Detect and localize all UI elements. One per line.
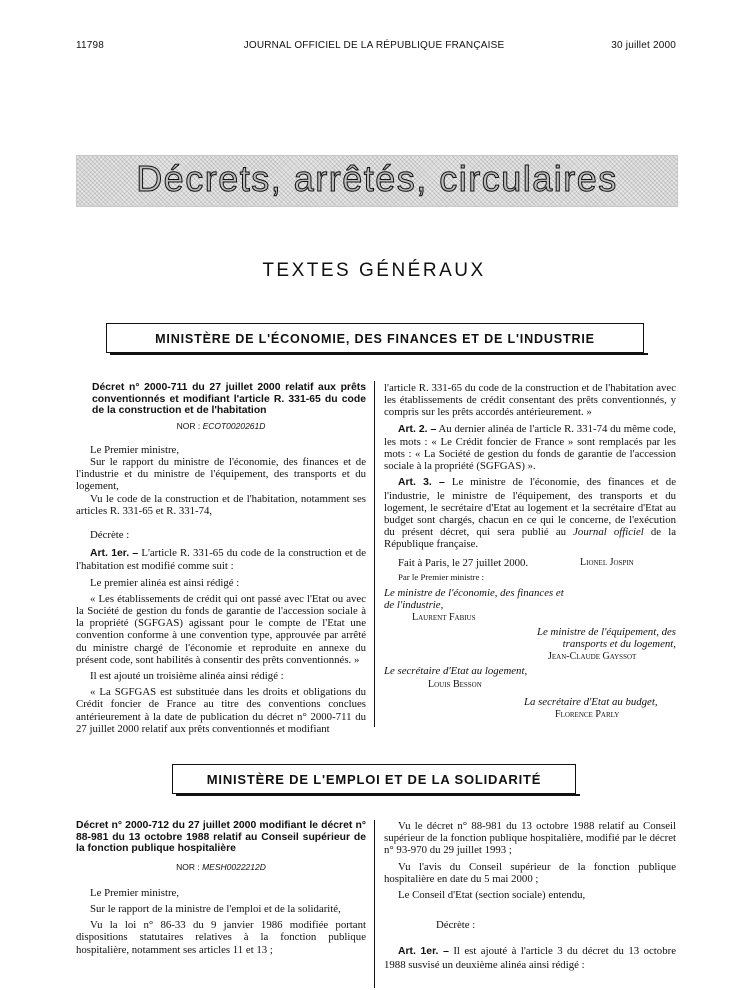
paragraph: Le Premier ministre, xyxy=(90,443,180,456)
decree2-left-column xyxy=(76,820,366,956)
paragraph: « Les établissements de crédit qui ont passé avec l'Etat ou avec la Société de gestion du fonds de garantie de l'accession sociale à la propriété (SGFGAS) agissant pour le compte de l'Etat une convention conforme à une convention type, approuvée par arrêté du ministre chargé de l'économie et reproduite en annexe du présent code, sont habilités à consentir des prêts conventionnés. » xyxy=(76,592,366,666)
ministry-header-employment xyxy=(172,764,576,794)
signatory-name: Florence Parly xyxy=(555,709,620,720)
journal-title: JOURNAL OFFICIEL DE LA RÉPUBLIQUE FRANÇAISE xyxy=(243,40,505,51)
paragraph: Sur le rapport de la ministre de l'emploi et de la solidarité, xyxy=(90,902,341,915)
paragraph: Il est ajouté un troisième alinéa ainsi rédigé : xyxy=(90,669,284,682)
signatory-role: La secrétaire d'Etat au budget, xyxy=(524,696,658,708)
decree1-left-column xyxy=(76,382,366,735)
article-label: Art. 1er. – xyxy=(90,548,139,560)
ministry-box-shadow xyxy=(110,353,648,355)
paragraph: Vu le code de la construction et de l'habitation, notamment ses articles R. 331-65 et R. 331-74, xyxy=(76,492,366,517)
paragraph: Vu la loi n° 86-33 du 9 janvier 1986 modifiée portant dispositions statutaires relatives à la fonction publique hospitalière, notamment ses articles 11 et 13 ; xyxy=(76,919,366,956)
article-label: Art. 3. – xyxy=(398,477,445,489)
issue-date: 30 juillet 2000 xyxy=(611,40,676,51)
signatory-role: Le ministre de l'équipement, des transports et du logement, xyxy=(537,626,676,651)
section-title: TEXTES GÉNÉRAUX xyxy=(262,260,486,281)
page-number: 11798 xyxy=(76,40,105,51)
ministry-box-shadow xyxy=(176,794,580,796)
article-3: Art. 3. – Le ministre de l'économie, des finances et de l'industrie, le ministre de l'équipement, des transports et du logement, le secrétaire d'Etat au logement et la secrétaire d'Etat au budget sont chargés, chacun en ce qui le concerne, de l'exécution du présent décret, qui sera publié au Journal officiel de la République française. xyxy=(384,476,677,551)
paragraph: Le Premier ministre, xyxy=(90,886,180,899)
decree1-right-column xyxy=(384,382,676,569)
article-1: Art. 1er. – L'article R. 331-65 du code de la construction et de l'habitation est modifié comme suit : xyxy=(76,547,366,573)
decrete-heading: Décrète : xyxy=(436,919,476,932)
decree2-title: Décret n° 2000-712 du 27 juillet 2000 modifiant le décret n° 88-981 du 13 octobre 1988 relatif au Conseil supérieur de la fonction publique hospitalière xyxy=(76,820,366,854)
article-1: Art. 1er. – Il est ajouté à l'article 3 du décret du 13 octobre 1988 susvisé un deuxième alinéa ainsi rédigé : xyxy=(384,945,676,971)
ministry-name: MINISTÈRE DE L'EMPLOI ET DE LA SOLIDARITÉ xyxy=(206,772,542,787)
section-banner xyxy=(76,155,678,207)
signatory-name: Louis Besson xyxy=(428,679,482,690)
article-label: Art. 2. – xyxy=(398,423,437,435)
paragraph: Le Conseil d'Etat (section sociale) entendu, xyxy=(398,889,586,902)
article-2: Art. 2. – Au dernier alinéa de l'article R. 331-74 du même code, les mots : « Le Crédit foncier de France » sont remplacés par les mots : « La Société de gestion du fonds de garantie de l'accession sociale à la propriété (SGFGAS) ». xyxy=(384,422,676,473)
journal-ref: Journal officiel xyxy=(573,526,644,539)
signatory-name: Jean-Claude Gayssot xyxy=(548,651,637,662)
signatory-name: Laurent Fabius xyxy=(412,612,476,623)
ministry-name: MINISTÈRE DE L'ÉCONOMIE, DES FINANCES ET DE L'INDUSTRIE xyxy=(155,332,595,346)
decree2-right-column xyxy=(384,820,676,971)
signature-prime-minister: Lionel Jospin xyxy=(580,557,634,568)
paragraph: Sur le rapport du ministre de l'économie, des finances et de l'industrie et du ministre de l'équipement, des transports et du logement, xyxy=(76,455,366,493)
paragraph: Vu l'avis du Conseil supérieur de la fonction publique hospitalière en date du 5 mai 2000 ; xyxy=(384,860,676,885)
paragraph: « La SGFGAS est substituée dans les droits et obligations du Crédit foncier de France au titre des conventions conclues antérieurement à la date de publication du décret n° 2000-711 du 27 juillet 2000 relatif aux prêts conventionnés et modifiant xyxy=(76,686,366,735)
signatory-role: Le secrétaire d'Etat au logement, xyxy=(384,665,528,677)
decree2-nor: NOR : MESH0022212D xyxy=(176,861,266,872)
decree1-title: Décret n° 2000-711 du 27 juillet 2000 relatif aux prêts conventionnés et modifiant l'article R. 331-65 du code de la construction et de l'habitation xyxy=(92,382,366,416)
nor-code: ECOT0020261D xyxy=(202,420,266,431)
banner-text: Décrets, arrêtés, circulaires xyxy=(136,158,618,199)
decrete-heading: Décrète : xyxy=(90,528,130,541)
article-label: Art. 1er. – xyxy=(398,946,449,958)
signatory-role: Le ministre de l'économie, des finances et de l'industrie, xyxy=(384,587,564,612)
decree1-nor: NOR : ECOT0020261D xyxy=(176,420,266,431)
column-rule xyxy=(374,820,375,988)
column-rule xyxy=(374,381,375,727)
nor-code: MESH0022212D xyxy=(202,861,266,872)
ministry-header-economy xyxy=(106,323,644,353)
paragraph: Le premier alinéa est ainsi rédigé : xyxy=(90,576,240,589)
by-prime-minister: Par le Premier ministre : xyxy=(398,572,484,582)
paragraph: Vu le décret n° 88-981 du 13 octobre 1988 relatif au Conseil supérieur de la fonction publique hospitalière, modifié par le décret n° 93-970 du 29 juillet 1993 ; xyxy=(384,820,676,857)
date-place: Fait à Paris, le 27 juillet 2000. xyxy=(398,556,529,569)
paragraph: l'article R. 331-65 du code de la construction et de l'habitation avec les établissements de crédit consentant des prêts conventionnés, y compris sur les prêts accordés antérieurement. » xyxy=(384,382,676,419)
